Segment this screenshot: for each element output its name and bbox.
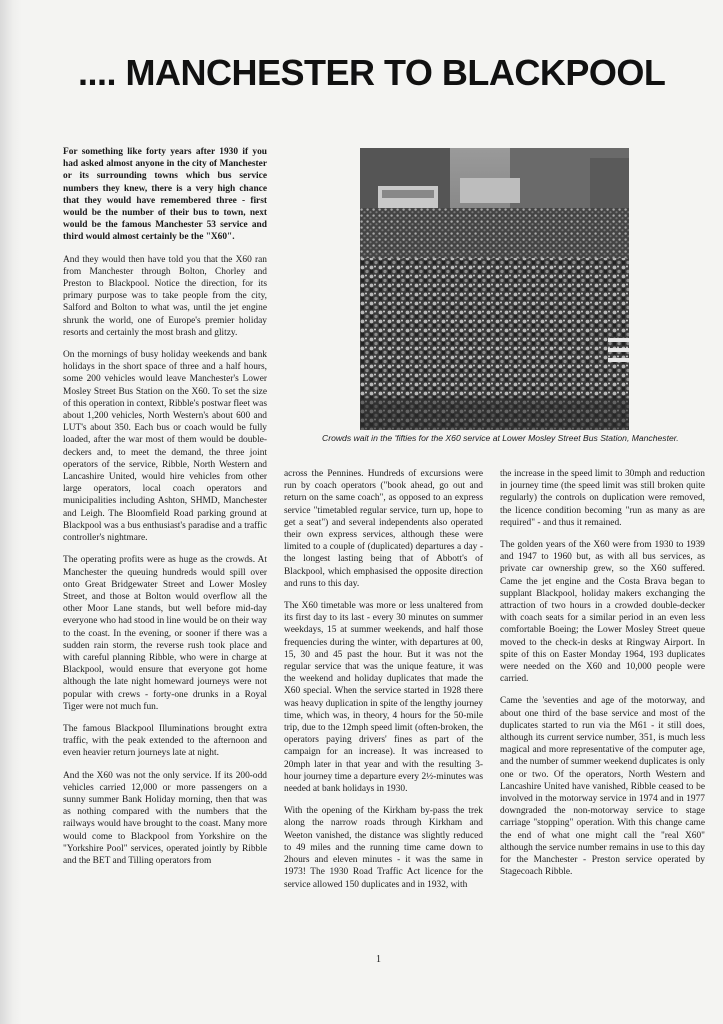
page-binding-shadow bbox=[0, 0, 22, 1024]
lead-paragraph: For something like forty years after 1930 if you had asked almost anyone in the city of Manchester or its surrounding towns which bus service numbers they knew, there is a very high chance that they would have remembered three - first would be the number of their bus to town, next would be the famous Manchester 53 service and third would almost certainly be the "X60". bbox=[63, 147, 267, 243]
crowd-photo-image bbox=[360, 148, 629, 430]
paragraph: the increase in the speed limit to 30mph and reduction in journey time (the speed limit was still broken quite regularly) the controls on duplication were removed, the licence condition becoming "run as many as are required" - and thus it remained. bbox=[500, 469, 705, 528]
paragraph: The X60 timetable was more or less unaltered from its first day to its last - every 30 minutes on summer weekdays, 15 at summer weekends, and half those frequencies during the winter, with departures at 00, 15, 30 and 45 past the hour. But it was not the regular service that was the unique feature, it was the weekend and holiday duplicates that made the X60 special. When the service started in 1928 there was heavy duplication in spite of the lengthy journey time, which was, in theory, 4 hours for the 50-mile trip, due to the 12mph speed limit (often-broken, the operators paying drivers' fines as part of the campaign for an increase). It was increased to 20mph later in that year and with the resulting 3-hour journey time a departure every 2½-minutes was needed at bank holidays in 1930. bbox=[284, 601, 483, 795]
column-3 bbox=[500, 468, 705, 889]
paragraph: Came the 'seventies and age of the motorway, and about one third of the base service and most of the duplicates started to run via the M61 - it still does, although its current service number, 351, is much less magical and more representative of the computer age, and the number of summer weekend duplicates is only one or two. Of the operators, North Western and Lancashire United have vanished, Ribble ceased to be involved in the motorway service in 1974 and in 1977 downgraded the non-motorway service to stage carriage "stopping" operation. With this change came the end of what one might call the "real X60" although the service number remains in use to this day for the Manchester - Preston service operated by Stagecoach Ribble. bbox=[500, 696, 705, 878]
paragraph: And the X60 was not the only service. If its 200-odd vehicles carried 12,000 or more passengers on a sunny summer Bank Holiday morning, then that was as nothing compared with the numbers that the railways would have brought to the coast. Many more would come to Blackpool from Yorkshire on the "Yorkshire Pool" services, operated jointly by Ribble and the BET and Tilling operators from bbox=[63, 770, 267, 866]
photo-caption: Crowds wait in the 'fifties for the X60 service at Lower Mosley Street Bus Station, Manchester. bbox=[322, 433, 679, 443]
column-1 bbox=[63, 146, 267, 877]
page-number: 1 bbox=[376, 954, 381, 965]
paragraph: And they would then have told you that the X60 ran from Manchester through Bolton, Chorley and Preston to Blackpool. Notice the direction, for its primary purpose was to take people from the city, Salford and Bolton to what was, until the jet engine shrunk the world, one of Europe's premier holiday resorts and certainly the most brash and glitzy. bbox=[63, 254, 267, 338]
paragraph: The famous Blackpool Illuminations brought extra traffic, with the peak extended to the afternoon and even heavier return journeys late at night. bbox=[63, 723, 267, 759]
paragraph: The golden years of the X60 were from 1930 to 1939 and 1947 to 1960 but, as with all bus services, as private car ownership grew, so the X60 suffered. Came the jet engine and the Costa Brava began to supplant Blackpool, holiday makers exchanging the attraction of two hours in a crowded double-decker with coach seats for a similar period in an even less comfortable Boeing; the Lower Mosley Street queue moved to the check-in desks at Ringway Airport. In spite of this on Easter Monday 1964, 193 duplicates were needed on the X60 and 10,000 people were carried. bbox=[500, 540, 705, 685]
paragraph: On the mornings of busy holiday weekends and bank holidays in the short space of three and a half hours, some 200 vehicles would leave Manchester's Lower Mosley Street Bus Station on the X60. To set the size of this operation in context, Ribble's postwar fleet was about 1,200 vehicles, North Western's about 600 and LUT's about 350. Each bus or coach would be fully loaded, after the war most of them would be double-deckers and, to meet the demand, the three joint operators of the service, Ribble, North Western and Lancashire United, would hire vehicles from other large operators, local coach operators and municipalities including Ashton, SHMD, Manchester and Leigh. The Bloomfield Road parking ground at Blackpool was a bus enthusiast's paradise and a traffic controller's nightmare. bbox=[63, 350, 267, 544]
article-title: .... MANCHESTER TO BLACKPOOL bbox=[78, 52, 666, 93]
paragraph: With the opening of the Kirkham by-pass the trek along the narrow roads through Kirkham and Weeton vanished, the distance was slightly reduced to 49 miles and the running time came down to 2hours and eleven minutes - it was the same in 1973! The 1930 Road Traffic Act licence for the service allowed 150 duplicates and in 1932, with bbox=[284, 806, 483, 890]
paragraph: The operating profits were as huge as the crowds. At Manchester the queuing hundreds would spill over onto Great Bridgewater Street and Lower Mosley Street, and those at Bolton would overflow all the other Moor Lane stands, but well before mid-day everyone who had stood in line would be on their way to the coast. In the evening, or sooner if there was a sudden rain storm, the reverse rush took place and with careful planning Ribble, who were in charge at Blackpool, would ensure that everyone got home although the late night homeward journeys were not popular with crews - forty-one drunks in a Royal Tiger were not much fun. bbox=[63, 555, 267, 712]
paragraph: across the Pennines. Hundreds of excursions were run by coach operators ("book ahead, go out and return on the same coach", as opposed to an express service "timetabled regular service, turn up, hope to get a seat") and several independents also operated their own express services, although these were limited to a couple of (duplicated) departures a day - the longest lasting being that of Abbott's of Blackpool, which emphasised the opposite direction and runs to this day. bbox=[284, 469, 483, 589]
column-2 bbox=[284, 468, 483, 901]
crowd-photo bbox=[360, 148, 629, 430]
